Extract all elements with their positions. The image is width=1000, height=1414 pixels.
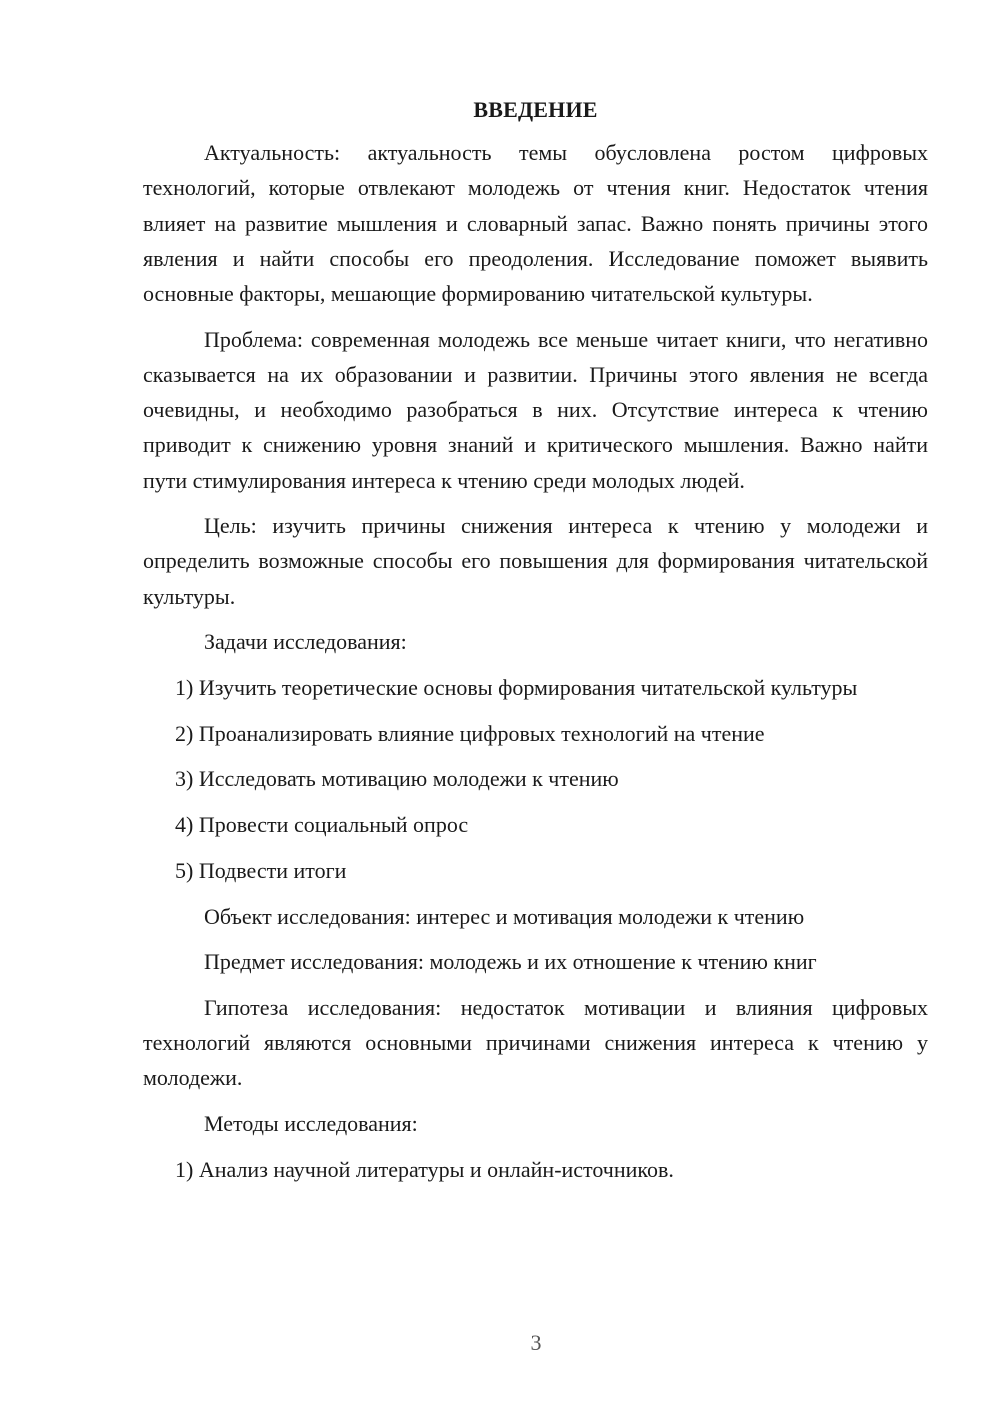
task-item: 1) Изучить теоретические основы формирования читательской культуры xyxy=(175,675,858,701)
section-title: ВВЕДЕНИЕ xyxy=(473,97,598,122)
hypothesis-paragraph: Гипотеза исследования: недостаток мотивации и влияния цифровых технологий являются основными причинами снижения интереса к чтению у молодежи. xyxy=(143,994,928,1091)
document-page xyxy=(143,92,928,1197)
actuality-paragraph: Актуальность: актуальность темы обусловлена ростом цифровых технологий, которые отвлекают молодежь от чтения книг. Недостаток чтения влияет на развитие мышления и словарный запас. Важно понять причины этого явления и найти способы его преодоления. Исследование поможет выявить основные факторы, мешающие формированию читательской культуры. xyxy=(143,140,928,307)
task-item: 5) Подвести итоги xyxy=(175,857,347,883)
method-item: 1) Анализ научной литературы и онлайн-источников. xyxy=(175,1156,674,1182)
subject-paragraph: Предмет исследования: молодежь и их отношение к чтению книг xyxy=(204,949,817,975)
task-item: 4) Провести социальный опрос xyxy=(175,812,469,838)
tasks-heading: Задачи исследования: xyxy=(204,629,407,655)
problem-paragraph: Проблема: современная молодежь все меньше читает книги, что негативно сказывается на их образовании и развитии. Причины этого явления не всегда очевидны, и необходимо разобраться в них. Отсутствие интереса к чтению приводит к снижению уровня знаний и критического мышления. Важно найти пути стимулирования интереса к чтению среди молодых людей. xyxy=(143,326,928,493)
task-item: 3) Исследовать мотивацию молодежи к чтению xyxy=(175,766,619,792)
object-paragraph: Объект исследования: интерес и мотивация молодежи к чтению xyxy=(204,903,805,929)
page-number: 3 xyxy=(530,1330,542,1355)
task-item: 2) Проанализировать влияние цифровых технологий на чтение xyxy=(175,720,765,746)
goal-paragraph: Цель: изучить причины снижения интереса к чтению у молодежи и определить возможные способы его повышения для формирования читательской культуры. xyxy=(143,513,928,609)
methods-heading: Методы исследования: xyxy=(204,1111,418,1137)
